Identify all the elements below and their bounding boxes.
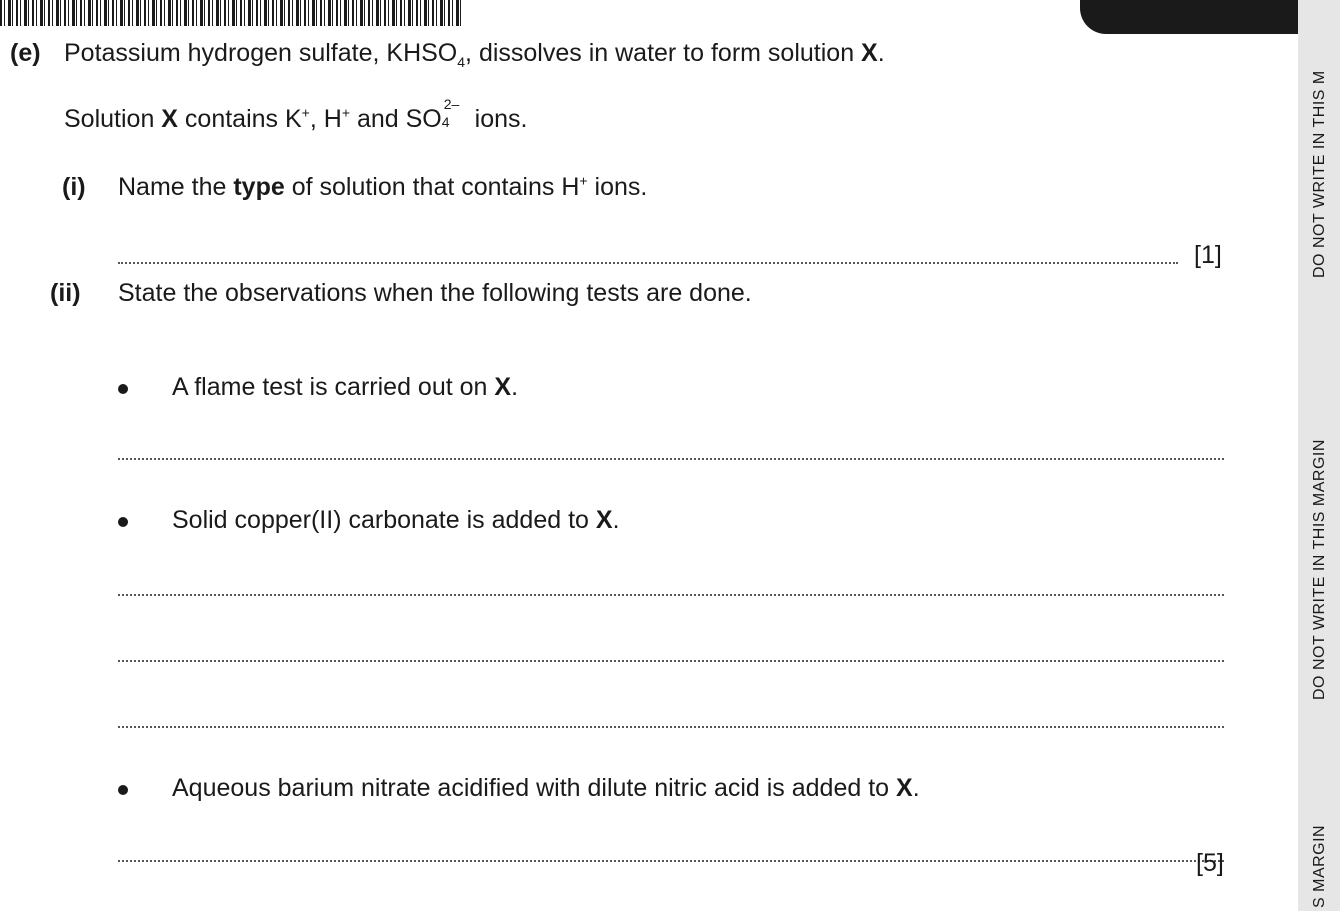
part-i-sup: +	[579, 172, 588, 189]
intro-prefix: Potassium hydrogen sulfate, KHSO	[64, 39, 458, 67]
test-1-end: .	[511, 373, 519, 401]
test-1-text	[172, 372, 518, 402]
part-i-prefix: Name the	[118, 173, 234, 201]
ions-sup1: +	[301, 104, 310, 121]
bullet-icon	[118, 517, 128, 527]
barcode	[0, 0, 462, 26]
test-2-end: .	[612, 506, 620, 534]
ions-sub3: 4	[441, 114, 450, 130]
ions-sup3: 2–	[443, 96, 460, 112]
ions-sup2: +	[341, 104, 350, 121]
part-e-label: (e)	[10, 39, 41, 67]
margin-text-middle: DO NOT WRITE IN THIS MARGIN	[1311, 439, 1328, 700]
part-i-bold-type: type	[233, 173, 285, 201]
intro-suffix: , dissolves in water to form solution	[465, 39, 862, 67]
answer-line-test-3[interactable]	[118, 860, 1224, 862]
test-3-bold-x: X	[896, 774, 913, 802]
do-not-write-margin	[1298, 0, 1340, 911]
test-1-prefix: A flame test is carried out on	[172, 373, 495, 401]
intro-bold-x: X	[861, 39, 878, 67]
marks-i: [1]	[1194, 241, 1222, 269]
ions-bold-x: X	[161, 105, 178, 133]
answer-line-test-2a[interactable]	[118, 594, 1224, 596]
part-i-mid: of solution that contains H	[284, 173, 580, 201]
answer-line-i[interactable]	[118, 262, 1178, 264]
bullet-icon	[118, 785, 128, 795]
ions-mid2: , H	[309, 105, 342, 133]
answer-line-test-2b[interactable]	[118, 660, 1224, 662]
answer-line-test-2c[interactable]	[118, 726, 1224, 728]
bullet-icon	[118, 384, 128, 394]
marks-ii: [5]	[1196, 849, 1224, 877]
ions-end: ions.	[467, 105, 528, 133]
test-3-text	[172, 773, 920, 803]
test-3-end: .	[912, 774, 920, 802]
part-i-end: ions.	[587, 173, 648, 201]
part-ii-text: State the observations when the following tests are done.	[118, 279, 752, 307]
answer-line-test-1[interactable]	[118, 458, 1224, 460]
test-2-prefix: Solid copper(II) carbonate is added to	[172, 506, 596, 534]
margin-text-top: DO NOT WRITE IN THIS M	[1311, 70, 1328, 278]
test-1-bold-x: X	[494, 373, 512, 401]
intro-subscript: 4	[457, 54, 466, 70]
ions-mid3: and SO	[350, 105, 442, 133]
part-ii-label: (ii)	[50, 279, 81, 307]
ions-sulfate-indices	[441, 96, 468, 130]
test-2-text	[172, 505, 620, 535]
part-i-text	[118, 172, 647, 202]
part-e-ions	[64, 96, 528, 134]
test-2-bold-x: X	[595, 506, 613, 534]
margin-text-bottom: S MARGIN	[1311, 824, 1328, 908]
intro-end: .	[877, 39, 885, 67]
part-i-label: (i)	[62, 173, 86, 201]
ions-mid1: contains K	[177, 105, 302, 133]
test-3-prefix: Aqueous barium nitrate acidified with dilute nitric acid is added to	[172, 774, 897, 802]
part-e-intro	[64, 38, 885, 68]
ions-prefix: Solution	[64, 105, 162, 133]
